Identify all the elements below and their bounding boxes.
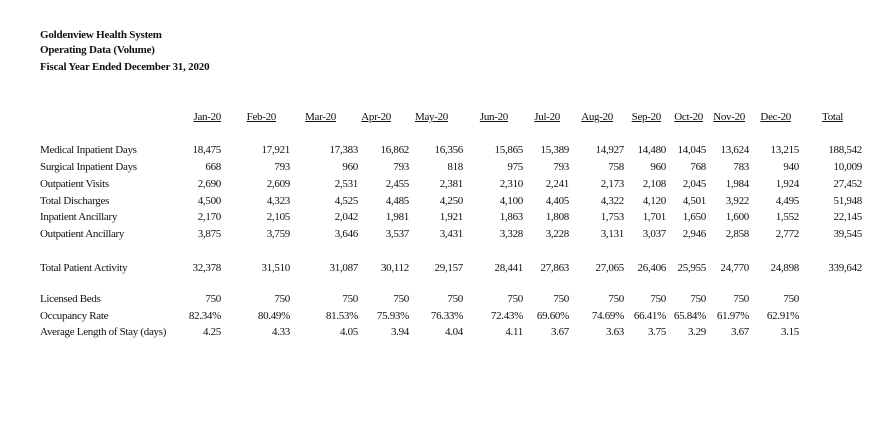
table-cell: 758 bbox=[608, 161, 624, 173]
table-cell: 3.15 bbox=[780, 326, 799, 338]
table-cell: 1,924 bbox=[775, 178, 799, 190]
table-cell: 1,552 bbox=[775, 211, 799, 223]
table-cell: 4.25 bbox=[202, 326, 221, 338]
row-label: Medical Inpatient Days bbox=[40, 144, 137, 156]
table-cell: 3.75 bbox=[647, 326, 666, 338]
table-cell: 61.97% bbox=[716, 310, 749, 322]
table-cell: 27,452 bbox=[833, 178, 862, 190]
column-header: Oct-20 bbox=[674, 111, 703, 123]
table-cell: 2,108 bbox=[642, 178, 666, 190]
table-cell: 4.11 bbox=[505, 326, 523, 338]
table-cell: 793 bbox=[274, 161, 290, 173]
table-cell: 4,500 bbox=[197, 195, 221, 207]
table-cell: 3,759 bbox=[266, 228, 290, 240]
table-cell: 2,690 bbox=[197, 178, 221, 190]
table-cell: 3,875 bbox=[197, 228, 221, 240]
table-cell: 339,642 bbox=[828, 262, 862, 274]
table-cell: 80.49% bbox=[257, 310, 290, 322]
table-cell: 15,389 bbox=[540, 144, 569, 156]
table-cell: 2,946 bbox=[682, 228, 706, 240]
column-header: Feb-20 bbox=[246, 111, 276, 123]
table-cell: 750 bbox=[783, 293, 799, 305]
table-cell: 2,609 bbox=[266, 178, 290, 190]
table-cell: 1,650 bbox=[682, 211, 706, 223]
table-cell: 2,045 bbox=[682, 178, 706, 190]
table-cell: 75.93% bbox=[376, 310, 409, 322]
column-header: Jul-20 bbox=[534, 111, 560, 123]
column-header: Jan-20 bbox=[193, 111, 221, 123]
table-cell: 768 bbox=[690, 161, 706, 173]
table-cell: 15,865 bbox=[494, 144, 523, 156]
table-cell: 1,600 bbox=[725, 211, 749, 223]
table-cell: 14,045 bbox=[677, 144, 706, 156]
table-cell: 4.04 bbox=[444, 326, 463, 338]
table-cell: 39,545 bbox=[833, 228, 862, 240]
table-cell: 793 bbox=[393, 161, 409, 173]
table-cell: 975 bbox=[507, 161, 523, 173]
table-cell: 4,405 bbox=[545, 195, 569, 207]
table-cell: 1,808 bbox=[545, 211, 569, 223]
table-cell: 72.43% bbox=[490, 310, 523, 322]
table-cell: 2,858 bbox=[725, 228, 749, 240]
table-cell: 2,173 bbox=[600, 178, 624, 190]
report-period: Fiscal Year Ended December 31, 2020 bbox=[40, 61, 210, 73]
table-cell: 960 bbox=[342, 161, 358, 173]
table-cell: 1,863 bbox=[499, 211, 523, 223]
table-cell: 4,495 bbox=[775, 195, 799, 207]
row-label: Total Patient Activity bbox=[40, 262, 128, 274]
table-cell: 24,770 bbox=[720, 262, 749, 274]
table-cell: 4,525 bbox=[334, 195, 358, 207]
table-cell: 783 bbox=[733, 161, 749, 173]
table-cell: 750 bbox=[507, 293, 523, 305]
table-cell: 3,228 bbox=[545, 228, 569, 240]
table-cell: 26,406 bbox=[637, 262, 666, 274]
table-cell: 750 bbox=[393, 293, 409, 305]
table-cell: 2,105 bbox=[266, 211, 290, 223]
table-cell: 14,480 bbox=[637, 144, 666, 156]
table-cell: 32,378 bbox=[192, 262, 221, 274]
column-header: Jun-20 bbox=[479, 111, 508, 123]
row-label: Total Discharges bbox=[40, 195, 110, 207]
column-header: Apr-20 bbox=[361, 111, 391, 123]
table-cell: 3,537 bbox=[385, 228, 409, 240]
row-label: Average Length of Stay (days) bbox=[40, 326, 167, 338]
row-label: Occupancy Rate bbox=[40, 310, 109, 322]
table-cell: 793 bbox=[553, 161, 569, 173]
table-cell: 29,157 bbox=[434, 262, 463, 274]
table-cell: 4,120 bbox=[642, 195, 666, 207]
table-cell: 2,455 bbox=[385, 178, 409, 190]
table-cell: 66.41% bbox=[633, 310, 666, 322]
table-cell: 750 bbox=[650, 293, 666, 305]
organization-name: Goldenview Health System bbox=[40, 29, 162, 41]
table-cell: 22,145 bbox=[833, 211, 862, 223]
table-cell: 81.53% bbox=[325, 310, 358, 322]
table-cell: 69.60% bbox=[536, 310, 569, 322]
table-cell: 3,037 bbox=[642, 228, 666, 240]
table-cell: 27,863 bbox=[540, 262, 569, 274]
table-cell: 62.91% bbox=[766, 310, 799, 322]
table-cell: 750 bbox=[205, 293, 221, 305]
table-cell: 16,862 bbox=[380, 144, 409, 156]
table-cell: 13,215 bbox=[770, 144, 799, 156]
table-cell: 31,510 bbox=[261, 262, 290, 274]
table-cell: 2,381 bbox=[439, 178, 463, 190]
table-cell: 1,701 bbox=[642, 211, 666, 223]
table-cell: 3.63 bbox=[605, 326, 624, 338]
table-cell: 3,328 bbox=[499, 228, 523, 240]
table-cell: 188,542 bbox=[828, 144, 862, 156]
table-cell: 4,100 bbox=[499, 195, 523, 207]
column-header: Nov-20 bbox=[713, 111, 745, 123]
table-cell: 3.94 bbox=[390, 326, 409, 338]
column-header: Sep-20 bbox=[631, 111, 661, 123]
table-cell: 4.05 bbox=[339, 326, 358, 338]
table-cell: 18,475 bbox=[192, 144, 221, 156]
table-cell: 3,922 bbox=[725, 195, 749, 207]
table-cell: 27,065 bbox=[595, 262, 624, 274]
table-cell: 1,984 bbox=[725, 178, 749, 190]
report-title: Operating Data (Volume) bbox=[40, 44, 155, 56]
table-cell: 750 bbox=[553, 293, 569, 305]
table-cell: 4.33 bbox=[271, 326, 290, 338]
table-cell: 2,531 bbox=[334, 178, 358, 190]
table-cell: 25,955 bbox=[677, 262, 706, 274]
table-cell: 3,431 bbox=[439, 228, 463, 240]
table-cell: 818 bbox=[447, 161, 463, 173]
table-cell: 750 bbox=[690, 293, 706, 305]
table-cell: 940 bbox=[783, 161, 799, 173]
table-cell: 10,009 bbox=[833, 161, 862, 173]
table-cell: 3,131 bbox=[600, 228, 624, 240]
column-header: May-20 bbox=[414, 111, 448, 123]
column-header: Aug-20 bbox=[581, 111, 613, 123]
table-cell: 31,087 bbox=[329, 262, 358, 274]
table-cell: 960 bbox=[650, 161, 666, 173]
table-cell: 4,323 bbox=[266, 195, 290, 207]
table-cell: 4,501 bbox=[682, 195, 706, 207]
column-header: Mar-20 bbox=[305, 111, 336, 123]
table-cell: 82.34% bbox=[188, 310, 221, 322]
table-cell: 65.84% bbox=[673, 310, 706, 322]
column-header: Dec-20 bbox=[760, 111, 791, 123]
table-cell: 74.69% bbox=[591, 310, 624, 322]
row-label: Outpatient Ancillary bbox=[40, 228, 125, 240]
table-cell: 16,356 bbox=[434, 144, 463, 156]
table-cell: 2,310 bbox=[499, 178, 523, 190]
table-cell: 750 bbox=[608, 293, 624, 305]
table-cell: 28,441 bbox=[494, 262, 523, 274]
row-label: Licensed Beds bbox=[40, 293, 101, 305]
table-cell: 668 bbox=[205, 161, 221, 173]
table-cell: 3.67 bbox=[550, 326, 569, 338]
row-label: Outpatient Visits bbox=[40, 178, 109, 190]
table-cell: 14,927 bbox=[595, 144, 624, 156]
table-cell: 17,383 bbox=[329, 144, 358, 156]
table-cell: 4,250 bbox=[439, 195, 463, 207]
table-cell: 750 bbox=[274, 293, 290, 305]
table-cell: 3.67 bbox=[730, 326, 749, 338]
table-cell: 2,772 bbox=[775, 228, 799, 240]
table-cell: 24,898 bbox=[770, 262, 799, 274]
table-cell: 1,921 bbox=[439, 211, 463, 223]
table-cell: 4,322 bbox=[600, 195, 624, 207]
table-cell: 2,042 bbox=[334, 211, 358, 223]
table-cell: 750 bbox=[447, 293, 463, 305]
row-label: Surgical Inpatient Days bbox=[40, 161, 137, 173]
table-cell: 76.33% bbox=[430, 310, 463, 322]
table-cell: 4,485 bbox=[385, 195, 409, 207]
table-cell: 2,241 bbox=[545, 178, 569, 190]
table-cell: 13,624 bbox=[720, 144, 749, 156]
table-cell: 750 bbox=[733, 293, 749, 305]
column-header: Total bbox=[822, 111, 843, 123]
table-cell: 3,646 bbox=[334, 228, 358, 240]
table-cell: 1,981 bbox=[385, 211, 409, 223]
table-cell: 750 bbox=[342, 293, 358, 305]
table-cell: 30,112 bbox=[380, 262, 409, 274]
table-cell: 2,170 bbox=[197, 211, 221, 223]
table-cell: 3.29 bbox=[687, 326, 706, 338]
row-label: Inpatient Ancillary bbox=[40, 211, 118, 223]
table-cell: 51,948 bbox=[833, 195, 862, 207]
table-cell: 17,921 bbox=[261, 144, 290, 156]
table-cell: 1,753 bbox=[600, 211, 624, 223]
